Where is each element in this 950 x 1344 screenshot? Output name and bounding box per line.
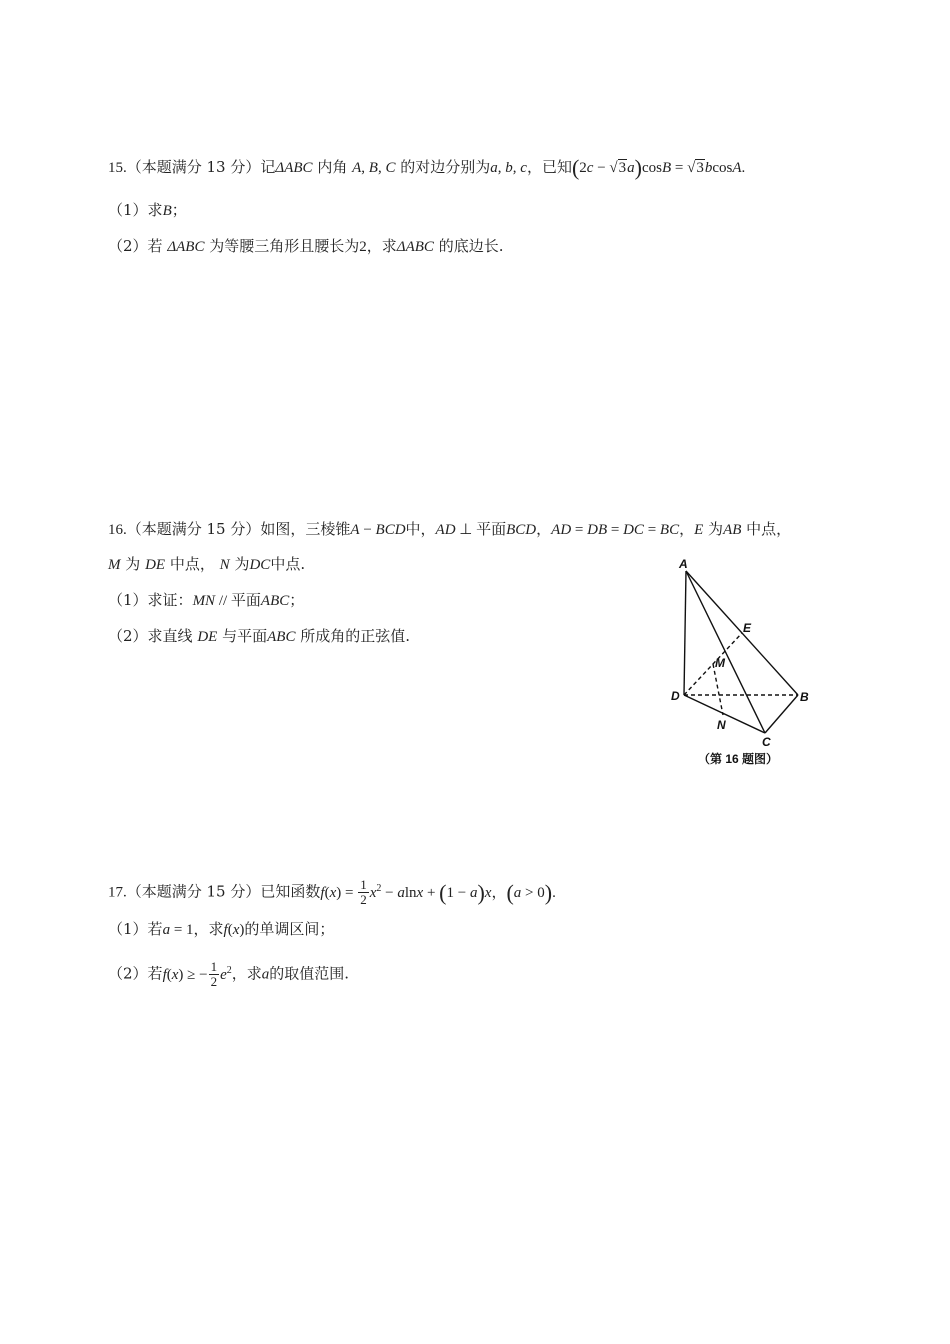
q15-text: ，已知 <box>526 158 572 176</box>
q17-part2: （2）若f(x) ≥ − $\frac{1}{2}$ $e^2$，求a的取值范围. <box>108 959 350 989</box>
q16-part1-text: 平面 <box>230 591 261 609</box>
q15-part1: （1）求B； <box>108 201 187 219</box>
q17-line1 <box>108 878 556 907</box>
q15-text: 内角 <box>317 158 348 176</box>
edge-ac <box>686 571 765 733</box>
q16-part1-text: 求证： <box>147 591 193 609</box>
math-function-def: f(x) = $\frac{1}{2}$ $x^2 - alnx + (1 - a)x$，(a > 0). <box>320 877 556 907</box>
q16-text: 平面 <box>476 520 507 538</box>
part-label: （2） <box>108 237 148 255</box>
q15-part2-text: 的底边长. <box>438 237 504 255</box>
q15-text: 的对边分别为 <box>400 158 491 176</box>
part-label: （1） <box>108 201 148 219</box>
segment-mn-dashed <box>713 664 723 715</box>
q16-text: ， <box>536 520 552 538</box>
point-label-c: C <box>762 735 771 749</box>
math-sides: a <box>490 160 498 176</box>
q16-line1: 16.（本题满分 15 分）如图，三棱锥A − BCD中，AD ⊥ 平面BCD，AD = DB = DC = BC，E 为AB 中点， <box>108 520 792 538</box>
q17-score: （本题满分 15 分） <box>126 882 261 901</box>
q16-score: （本题满分 15 分） <box>126 520 261 538</box>
math-angles: A <box>352 160 362 176</box>
part-label: （2） <box>108 627 148 645</box>
part-label: （2） <box>108 964 148 983</box>
q16-part2: （2）求直线 DE 与平面ABC 所成角的正弦值. <box>108 627 411 645</box>
point-label-a: A <box>679 557 688 571</box>
q15-text: 记 <box>260 158 276 176</box>
point-label-n: N <box>717 718 726 732</box>
q16-part2-text: 与平面 <box>222 627 268 645</box>
q17-part1: （1）若a = 1，求f(x)的单调区间； <box>108 920 335 938</box>
q15-part2-text: ，求 <box>366 237 397 255</box>
edge-ad <box>684 571 686 695</box>
q16-text: 为 <box>708 520 724 538</box>
q17-part1-text: ，求 <box>193 920 224 938</box>
tetrahedron-figure <box>660 555 830 775</box>
q15-part2: （2）若 ΔABC 为等腰三角形且腰长为2，求ΔABC 的底边长. <box>108 237 504 255</box>
q16-text: 为 <box>234 555 250 573</box>
q15-line1: 15.（本题满分 13 分）记ΔABC 内角 A, B, C 的对边分别为a, b, c，已知(2c − √3a)cosB = √3bcosA. <box>108 155 746 180</box>
math-triangle-abc: ΔABC <box>275 160 313 176</box>
point-label-e: E <box>743 621 752 635</box>
q15-score: （本题满分 13 分） <box>126 158 261 176</box>
q16-text: 中点， <box>169 555 215 573</box>
q16-text: 为 <box>125 555 141 573</box>
q15-part2-text: 若 <box>147 237 163 255</box>
q16-part1: （1）求证：MN // 平面ABC； <box>108 591 305 609</box>
q16-part2-text: 所成角的正弦值. <box>300 627 411 645</box>
q15-part1-text: 求 <box>147 201 163 219</box>
q17-number: 17. <box>108 884 127 901</box>
point-label-d: D <box>671 689 680 703</box>
q17-part1-text: 若 <box>147 920 163 938</box>
part-label: （1） <box>108 920 148 938</box>
q17-text: 已知函数 <box>260 882 321 901</box>
q16-text: 中点， <box>746 520 792 538</box>
math-inequality: f(x) ≥ − $\frac{1}{2}$ $e^2$ <box>162 959 232 989</box>
q16-part2-text: 求直线 <box>147 627 193 645</box>
q16-line2: M 为 DE 中点， N 为DC中点. <box>108 555 306 573</box>
q17-part2-text: 的取值范围. <box>269 964 350 983</box>
figure-caption: （第 16 题图） <box>698 752 779 766</box>
q15-number: 15. <box>108 160 127 176</box>
q17-part2-text: ，求 <box>231 964 262 983</box>
point-label-b: B <box>800 690 809 704</box>
q16-text: 中点. <box>270 555 306 573</box>
q15-part2-text: 为等腰三角形且腰长为 <box>209 237 360 255</box>
q16-text: 如图，三棱锥 <box>260 520 351 538</box>
edge-bc <box>765 695 798 733</box>
math-condition: (2c − √3a)cosB = √3bcosA. <box>571 155 746 180</box>
q16-text: 中， <box>405 520 436 538</box>
q16-number: 16. <box>108 522 127 538</box>
q17-part2-text: 若 <box>147 964 163 983</box>
q17-part1-text: 的单调区间； <box>244 920 335 938</box>
part-label: （1） <box>108 591 148 609</box>
point-label-m: M <box>715 656 725 670</box>
